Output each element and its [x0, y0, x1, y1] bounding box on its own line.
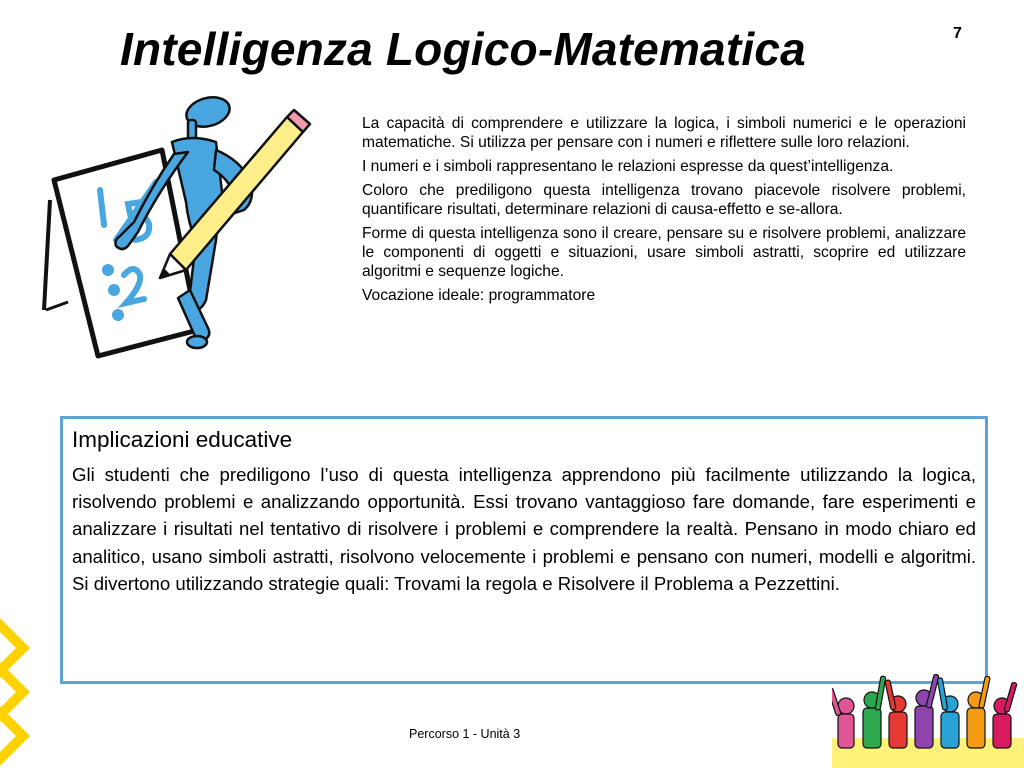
child-figure-6-icon: [967, 676, 990, 748]
description-paragraph-forms: Forme di questa intelligenza sono il creare, pensare su e risolvere problemi, analizzare le componenti di oggetti e situazioni, usare simboli astratti, scoprire ed utilizzare algoritmi e sequenze logiche.: [362, 225, 966, 280]
child-figure-2-icon: [863, 676, 886, 748]
child-figure-4-icon: [915, 674, 939, 748]
child-figure-3-icon: [885, 680, 907, 748]
slide-title: Intelligenza Logico-Matematica: [120, 23, 806, 75]
page-number: 7: [953, 25, 962, 42]
stick-figure-writing-fractions-icon: [40, 90, 360, 365]
educational-implications-title: Implicazioni educative: [72, 427, 293, 452]
description-paragraph-numbers: I numeri e i simboli rappresentano le relazioni espresse da quest’intelligenza.: [362, 158, 894, 175]
intelligence-description: [362, 114, 966, 310]
description-paragraph-preferences: Coloro che prediligono questa intelligenza trovano piacevole risolvere problemi, quantificare risultati, determinare relazioni di causa-effetto e se-allora.: [362, 182, 966, 218]
description-paragraph-definition: La capacità di comprendere e utilizzare la logica, i simboli numerici e le operazioni matematiche. Si utilizza per pensare con i numeri e riflettere sulle loro relazioni.: [362, 115, 966, 151]
footer-course-unit: Percorso 1 - Unità 3: [409, 727, 521, 741]
yellow-chevron-arrows-icon: [0, 618, 34, 768]
description-paragraph-vocation: Vocazione ideale: programmatore: [362, 287, 596, 304]
pencil-icon: [160, 110, 310, 278]
educational-implications-text: Gli studenti che prediligono l’uso di questa intelligenza apprendono più facilmente utilizzando la logica, risolvendo problemi e analizzando opportunità. Essi trovano vantaggioso fare domande, fare esperimenti e analizzare i risultati nel tentativo di risolvere i problemi e comprendere la realtà. Pensano in modo chiaro ed analitico, usano simboli astratti, risolvono velocemente i problemi e pensano con numeri, modelli e algoritmi. Si divertono utilizzando strategie quali: Trovami la regola e Risolvere il Problema a Pezzettini.: [72, 464, 976, 594]
child-figure-5-icon: [937, 678, 959, 748]
educational-implications-box: [60, 416, 988, 684]
children-raising-hands-icon: [832, 668, 1024, 768]
